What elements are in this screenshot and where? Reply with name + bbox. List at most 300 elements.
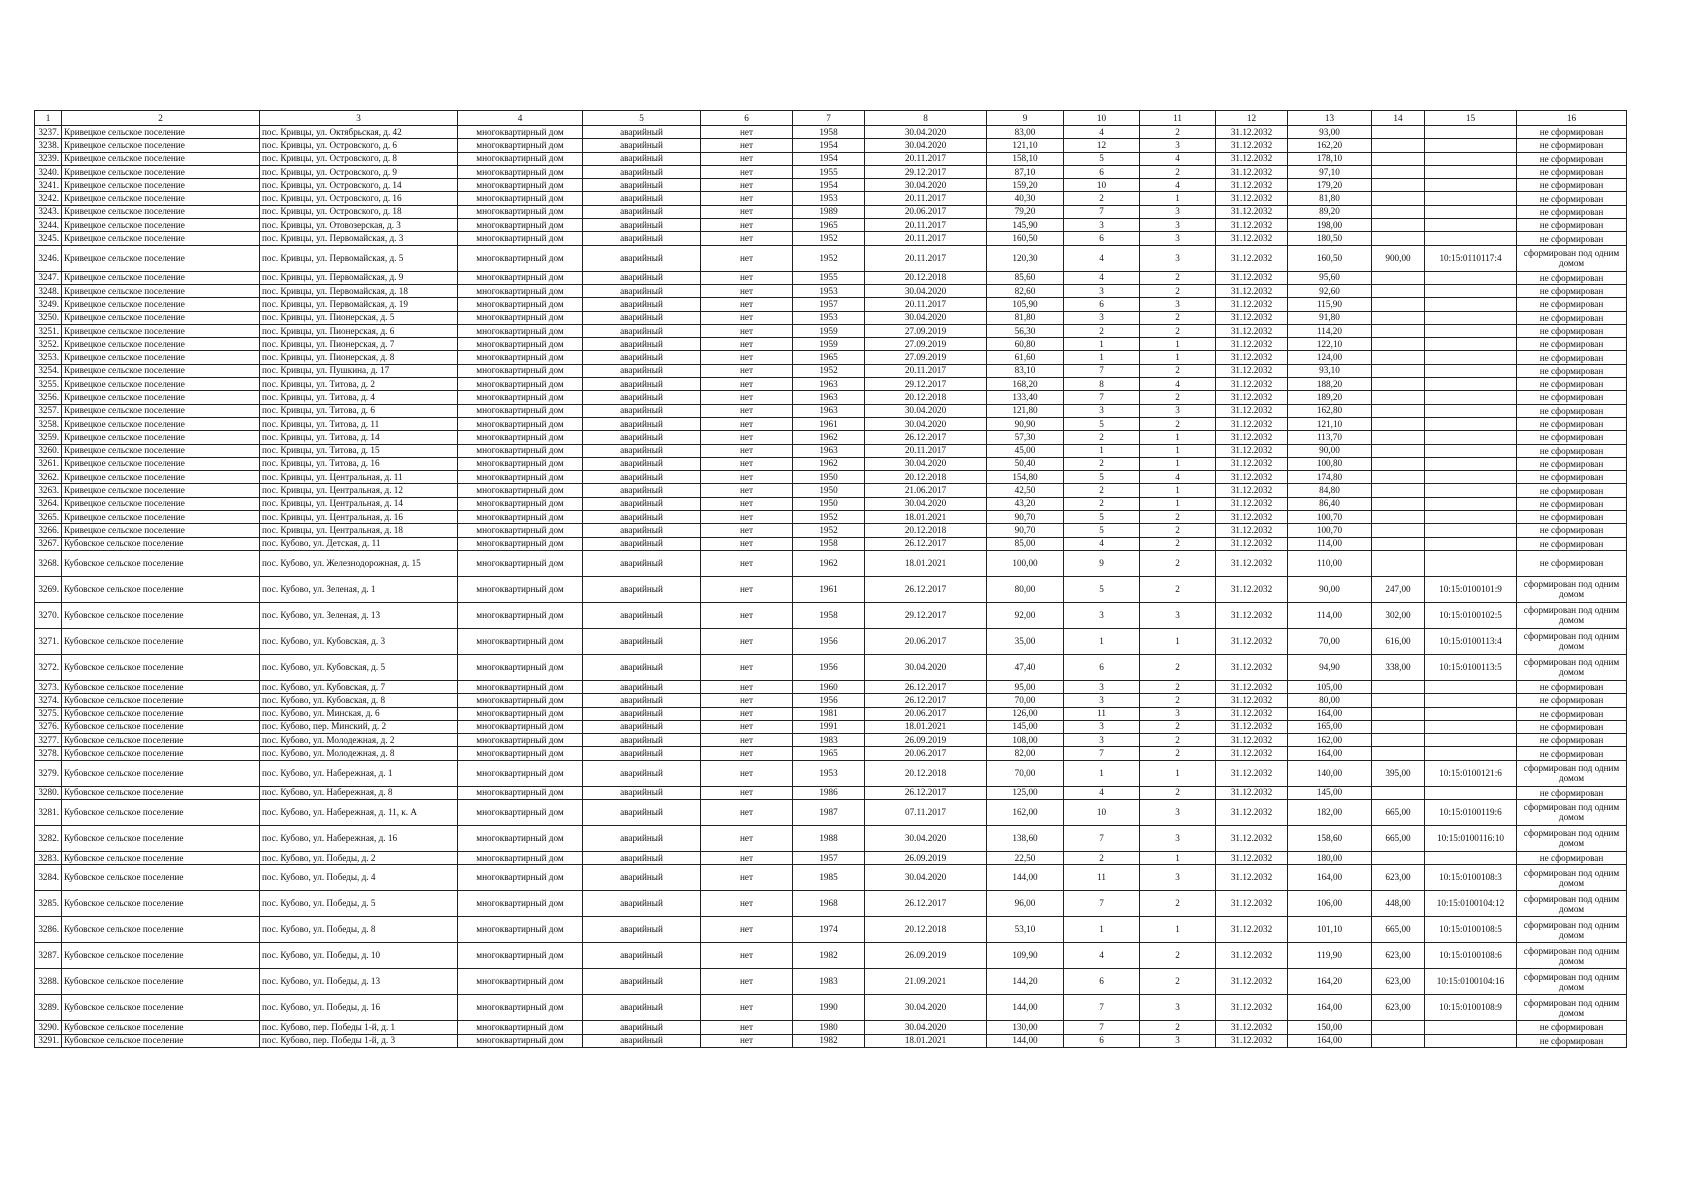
cell-residents: 1 — [1064, 338, 1140, 351]
cell-area: 85,00 — [987, 537, 1064, 550]
cell-row-number: 3268. — [35, 550, 62, 576]
cell-cadastral-number — [1425, 734, 1517, 747]
cell-land-area — [1372, 417, 1425, 430]
cell-land-status: не сформирован — [1517, 851, 1627, 864]
column-header: 3 — [260, 111, 458, 126]
cell-total-area: 119,90 — [1288, 943, 1372, 969]
cell-land-status: сформирован под одним домом — [1517, 943, 1627, 969]
cell-condition: аварийный — [583, 537, 701, 550]
cell-apartments: 1 — [1140, 351, 1216, 364]
cell-address: пос. Кривцы, ул. Первомайская, д. 9 — [260, 271, 458, 284]
table-row — [35, 786, 1627, 799]
table-row — [35, 1034, 1627, 1047]
cell-land-status: не сформирован — [1517, 707, 1627, 720]
table-row — [35, 943, 1627, 969]
cell-deadline: 31.12.2032 — [1216, 786, 1288, 799]
cell-land-status: не сформирован — [1517, 734, 1627, 747]
cell-build-year: 1952 — [793, 245, 865, 271]
cell-residents: 7 — [1064, 825, 1140, 851]
cell-cadastral-number: 10:15:0100108:6 — [1425, 943, 1517, 969]
cell-deadline: 31.12.2032 — [1216, 917, 1288, 943]
cell-area: 133,40 — [987, 391, 1064, 404]
cell-build-year: 1959 — [793, 324, 865, 337]
table-row — [35, 995, 1627, 1021]
cell-deadline: 31.12.2032 — [1216, 891, 1288, 917]
cell-apartments: 1 — [1140, 338, 1216, 351]
cell-apartments: 4 — [1140, 378, 1216, 391]
cell-condition: аварийный — [583, 891, 701, 917]
cell-deadline: 31.12.2032 — [1216, 628, 1288, 654]
cell-recognition-date: 30.04.2020 — [865, 654, 987, 680]
cell-flag: нет — [701, 747, 793, 760]
table-row — [35, 524, 1627, 537]
cell-building-type: многоквартирный дом — [458, 628, 583, 654]
cell-land-status: сформирован под одним домом — [1517, 760, 1627, 786]
cell-settlement: Кубовское сельское поселение — [62, 943, 260, 969]
cell-row-number: 3287. — [35, 943, 62, 969]
cell-condition: аварийный — [583, 917, 701, 943]
cell-flag: нет — [701, 497, 793, 510]
cell-residents: 2 — [1064, 851, 1140, 864]
cell-total-area: 164,00 — [1288, 865, 1372, 891]
cell-row-number: 3272. — [35, 654, 62, 680]
cell-area: 82,60 — [987, 284, 1064, 297]
cell-area: 125,00 — [987, 786, 1064, 799]
cell-apartments: 2 — [1140, 271, 1216, 284]
cell-condition: аварийный — [583, 457, 701, 470]
cell-residents: 12 — [1064, 139, 1140, 152]
cell-condition: аварийный — [583, 576, 701, 602]
cell-row-number: 3256. — [35, 391, 62, 404]
cell-apartments: 2 — [1140, 550, 1216, 576]
cell-apartments: 1 — [1140, 628, 1216, 654]
cell-land-area — [1372, 364, 1425, 377]
cell-deadline: 31.12.2032 — [1216, 219, 1288, 232]
cell-recognition-date: 26.12.2017 — [865, 537, 987, 550]
cell-address: пос. Кривцы, ул. Первомайская, д. 18 — [260, 284, 458, 297]
cell-total-area: 121,10 — [1288, 417, 1372, 430]
cell-build-year: 1983 — [793, 734, 865, 747]
cell-residents: 4 — [1064, 786, 1140, 799]
cell-apartments: 1 — [1140, 917, 1216, 943]
cell-settlement: Кривецкое сельское поселение — [62, 484, 260, 497]
cell-building-type: многоквартирный дом — [458, 995, 583, 1021]
cell-build-year: 1955 — [793, 165, 865, 178]
table-row — [35, 497, 1627, 510]
cell-flag: нет — [701, 865, 793, 891]
cell-cadastral-number — [1425, 351, 1517, 364]
cell-condition: аварийный — [583, 550, 701, 576]
cell-land-area — [1372, 232, 1425, 245]
cell-land-area — [1372, 391, 1425, 404]
cell-flag: нет — [701, 1034, 793, 1047]
cell-address: пос. Кубово, ул. Набережная, д. 8 — [260, 786, 458, 799]
cell-cadastral-number — [1425, 431, 1517, 444]
cell-apartments: 2 — [1140, 891, 1216, 917]
cell-settlement: Кубовское сельское поселение — [62, 851, 260, 864]
cell-recognition-date: 30.04.2020 — [865, 417, 987, 430]
cell-settlement: Кубовское сельское поселение — [62, 720, 260, 733]
cell-apartments: 3 — [1140, 1034, 1216, 1047]
cell-condition: аварийный — [583, 497, 701, 510]
cell-residents: 3 — [1064, 404, 1140, 417]
cell-land-area — [1372, 1021, 1425, 1034]
cell-building-type: многоквартирный дом — [458, 417, 583, 430]
cell-building-type: многоквартирный дом — [458, 576, 583, 602]
cell-deadline: 31.12.2032 — [1216, 245, 1288, 271]
table-row — [35, 192, 1627, 205]
cell-building-type: многоквартирный дом — [458, 471, 583, 484]
cell-apartments: 3 — [1140, 139, 1216, 152]
cell-condition: аварийный — [583, 734, 701, 747]
cell-building-type: многоквартирный дом — [458, 550, 583, 576]
column-header: 7 — [793, 111, 865, 126]
cell-deadline: 31.12.2032 — [1216, 417, 1288, 430]
cell-area: 53,10 — [987, 917, 1064, 943]
column-header: 14 — [1372, 111, 1425, 126]
cell-land-status: не сформирован — [1517, 417, 1627, 430]
cell-flag: нет — [701, 680, 793, 693]
cell-cadastral-number: 10:15:0100104:12 — [1425, 891, 1517, 917]
cell-cadastral-number: 10:15:0100108:3 — [1425, 865, 1517, 891]
cell-cadastral-number: 10:15:0100108:9 — [1425, 995, 1517, 1021]
cell-land-status: не сформирован — [1517, 511, 1627, 524]
cell-land-area — [1372, 524, 1425, 537]
cell-deadline: 31.12.2032 — [1216, 205, 1288, 218]
cell-recognition-date: 26.09.2019 — [865, 943, 987, 969]
cell-area: 105,90 — [987, 298, 1064, 311]
cell-area: 82,00 — [987, 747, 1064, 760]
column-header: 6 — [701, 111, 793, 126]
cell-flag: нет — [701, 391, 793, 404]
cell-residents: 3 — [1064, 720, 1140, 733]
cell-land-status: не сформирован — [1517, 747, 1627, 760]
cell-total-area: 114,00 — [1288, 602, 1372, 628]
cell-settlement: Кривецкое сельское поселение — [62, 139, 260, 152]
cell-build-year: 1983 — [793, 969, 865, 995]
cell-land-area: 623,00 — [1372, 969, 1425, 995]
cell-area: 160,50 — [987, 232, 1064, 245]
cell-address: пос. Кривцы, ул. Пионерская, д. 7 — [260, 338, 458, 351]
cell-residents: 5 — [1064, 511, 1140, 524]
cell-row-number: 3286. — [35, 917, 62, 943]
cell-total-area: 164,00 — [1288, 995, 1372, 1021]
cell-total-area: 164,00 — [1288, 747, 1372, 760]
cell-land-status: сформирован под одним домом — [1517, 628, 1627, 654]
cell-recognition-date: 30.04.2020 — [865, 825, 987, 851]
cell-settlement: Кривецкое сельское поселение — [62, 444, 260, 457]
cell-land-area — [1372, 126, 1425, 139]
cell-recognition-date: 20.11.2017 — [865, 192, 987, 205]
cell-area: 80,00 — [987, 576, 1064, 602]
cell-land-area — [1372, 471, 1425, 484]
cell-row-number: 3245. — [35, 232, 62, 245]
cell-deadline: 31.12.2032 — [1216, 654, 1288, 680]
cell-residents: 6 — [1064, 165, 1140, 178]
cell-settlement: Кубовское сельское поселение — [62, 747, 260, 760]
cell-condition: аварийный — [583, 694, 701, 707]
cell-address: пос. Кривцы, ул. Островского, д. 16 — [260, 192, 458, 205]
table-row — [35, 760, 1627, 786]
cell-area: 92,00 — [987, 602, 1064, 628]
cell-settlement: Кривецкое сельское поселение — [62, 378, 260, 391]
cell-settlement: Кубовское сельское поселение — [62, 799, 260, 825]
cell-settlement: Кубовское сельское поселение — [62, 734, 260, 747]
table-row — [35, 444, 1627, 457]
cell-residents: 6 — [1064, 298, 1140, 311]
table-row — [35, 338, 1627, 351]
cell-condition: аварийный — [583, 351, 701, 364]
cell-apartments: 3 — [1140, 232, 1216, 245]
cell-building-type: многоквартирный дом — [458, 524, 583, 537]
cell-area: 35,00 — [987, 628, 1064, 654]
cell-address: пос. Кубово, ул. Зеленая, д. 1 — [260, 576, 458, 602]
cell-recognition-date: 27.09.2019 — [865, 324, 987, 337]
table-row — [35, 628, 1627, 654]
cell-deadline: 31.12.2032 — [1216, 284, 1288, 297]
cell-land-status: не сформирован — [1517, 232, 1627, 245]
cell-deadline: 31.12.2032 — [1216, 139, 1288, 152]
cell-residents: 3 — [1064, 219, 1140, 232]
cell-condition: аварийный — [583, 417, 701, 430]
column-header: 11 — [1140, 111, 1216, 126]
cell-cadastral-number — [1425, 219, 1517, 232]
table-row — [35, 311, 1627, 324]
cell-land-area — [1372, 404, 1425, 417]
cell-deadline: 31.12.2032 — [1216, 720, 1288, 733]
cell-row-number: 3284. — [35, 865, 62, 891]
cell-settlement: Кривецкое сельское поселение — [62, 524, 260, 537]
cell-total-area: 164,00 — [1288, 707, 1372, 720]
cell-area: 79,20 — [987, 205, 1064, 218]
cell-recognition-date: 18.01.2021 — [865, 511, 987, 524]
cell-recognition-date: 20.06.2017 — [865, 747, 987, 760]
cell-apartments: 1 — [1140, 431, 1216, 444]
table-row — [35, 152, 1627, 165]
cell-area: 81,80 — [987, 311, 1064, 324]
cell-condition: аварийный — [583, 511, 701, 524]
table-row — [35, 205, 1627, 218]
cell-address: пос. Кривцы, ул. Островского, д. 18 — [260, 205, 458, 218]
cell-deadline: 31.12.2032 — [1216, 444, 1288, 457]
cell-address: пос. Кривцы, ул. Титова, д. 16 — [260, 457, 458, 470]
cell-build-year: 1950 — [793, 497, 865, 510]
cell-condition: аварийный — [583, 1021, 701, 1034]
column-number-row — [35, 111, 1627, 126]
cell-row-number: 3246. — [35, 245, 62, 271]
cell-row-number: 3259. — [35, 431, 62, 444]
cell-total-area: 164,20 — [1288, 969, 1372, 995]
cell-row-number: 3290. — [35, 1021, 62, 1034]
cell-building-type: многоквартирный дом — [458, 851, 583, 864]
cell-deadline: 31.12.2032 — [1216, 680, 1288, 693]
cell-residents: 1 — [1064, 444, 1140, 457]
cell-condition: аварийный — [583, 179, 701, 192]
cell-cadastral-number: 10:15:0100102:5 — [1425, 602, 1517, 628]
cell-apartments: 2 — [1140, 680, 1216, 693]
cell-apartments: 2 — [1140, 654, 1216, 680]
cell-row-number: 3249. — [35, 298, 62, 311]
cell-address: пос. Кубово, ул. Победы, д. 10 — [260, 943, 458, 969]
cell-flag: нет — [701, 351, 793, 364]
cell-row-number: 3276. — [35, 720, 62, 733]
cell-residents: 7 — [1064, 364, 1140, 377]
cell-building-type: многоквартирный дом — [458, 694, 583, 707]
cell-residents: 7 — [1064, 205, 1140, 218]
cell-address: пос. Кривцы, ул. Титова, д. 6 — [260, 404, 458, 417]
cell-flag: нет — [701, 471, 793, 484]
cell-condition: аварийный — [583, 245, 701, 271]
cell-recognition-date: 30.04.2020 — [865, 179, 987, 192]
cell-address: пос. Кривцы, ул. Островского, д. 6 — [260, 139, 458, 152]
cell-residents: 2 — [1064, 484, 1140, 497]
cell-address: пос. Кривцы, ул. Пионерская, д. 5 — [260, 311, 458, 324]
column-header: 10 — [1064, 111, 1140, 126]
cell-recognition-date: 20.11.2017 — [865, 444, 987, 457]
cell-building-type: многоквартирный дом — [458, 378, 583, 391]
cell-building-type: многоквартирный дом — [458, 404, 583, 417]
cell-residents: 4 — [1064, 126, 1140, 139]
cell-total-area: 198,00 — [1288, 219, 1372, 232]
cell-cadastral-number — [1425, 511, 1517, 524]
cell-row-number: 3289. — [35, 995, 62, 1021]
cell-build-year: 1954 — [793, 139, 865, 152]
table-row — [35, 720, 1627, 733]
cell-deadline: 31.12.2032 — [1216, 865, 1288, 891]
cell-settlement: Кубовское сельское поселение — [62, 760, 260, 786]
cell-settlement: Кубовское сельское поселение — [62, 654, 260, 680]
cell-flag: нет — [701, 205, 793, 218]
cell-row-number: 3269. — [35, 576, 62, 602]
cell-apartments: 1 — [1140, 457, 1216, 470]
cell-flag: нет — [701, 969, 793, 995]
cell-residents: 2 — [1064, 431, 1140, 444]
cell-row-number: 3263. — [35, 484, 62, 497]
cell-cadastral-number — [1425, 851, 1517, 864]
cell-cadastral-number — [1425, 364, 1517, 377]
cell-total-area: 189,20 — [1288, 391, 1372, 404]
cell-condition: аварийный — [583, 205, 701, 218]
cell-total-area: 91,80 — [1288, 311, 1372, 324]
cell-land-area — [1372, 284, 1425, 297]
cell-land-status: не сформирован — [1517, 311, 1627, 324]
cell-land-status: не сформирован — [1517, 364, 1627, 377]
table-row — [35, 391, 1627, 404]
table-row — [35, 232, 1627, 245]
cell-row-number: 3264. — [35, 497, 62, 510]
cell-address: пос. Кривцы, ул. Центральная, д. 12 — [260, 484, 458, 497]
cell-address: пос. Кубово, ул. Победы, д. 4 — [260, 865, 458, 891]
cell-condition: аварийный — [583, 628, 701, 654]
cell-land-status: не сформирован — [1517, 457, 1627, 470]
cell-residents: 7 — [1064, 891, 1140, 917]
cell-building-type: многоквартирный дом — [458, 680, 583, 693]
cell-flag: нет — [701, 524, 793, 537]
cell-condition: аварийный — [583, 786, 701, 799]
cell-settlement: Кубовское сельское поселение — [62, 680, 260, 693]
cell-building-type: многоквартирный дом — [458, 192, 583, 205]
cell-total-area: 97,10 — [1288, 165, 1372, 178]
cell-recognition-date: 20.11.2017 — [865, 152, 987, 165]
cell-deadline: 31.12.2032 — [1216, 457, 1288, 470]
cell-settlement: Кривецкое сельское поселение — [62, 324, 260, 337]
table-row — [35, 550, 1627, 576]
table-row — [35, 734, 1627, 747]
cell-building-type: многоквартирный дом — [458, 891, 583, 917]
cell-land-area — [1372, 219, 1425, 232]
cell-land-status: не сформирован — [1517, 680, 1627, 693]
cell-land-status: не сформирован — [1517, 537, 1627, 550]
cell-build-year: 1957 — [793, 298, 865, 311]
cell-row-number: 3243. — [35, 205, 62, 218]
cell-cadastral-number — [1425, 205, 1517, 218]
cell-address: пос. Кубово, ул. Победы, д. 16 — [260, 995, 458, 1021]
cell-residents: 10 — [1064, 799, 1140, 825]
cell-area: 45,00 — [987, 444, 1064, 457]
cell-building-type: многоквартирный дом — [458, 1021, 583, 1034]
cell-apartments: 2 — [1140, 747, 1216, 760]
cell-condition: аварийный — [583, 654, 701, 680]
cell-condition: аварийный — [583, 378, 701, 391]
cell-area: 83,10 — [987, 364, 1064, 377]
cell-total-area: 94,90 — [1288, 654, 1372, 680]
cell-area: 168,20 — [987, 378, 1064, 391]
cell-land-area — [1372, 734, 1425, 747]
cell-area: 95,00 — [987, 680, 1064, 693]
cell-land-status: сформирован под одним домом — [1517, 799, 1627, 825]
cell-flag: нет — [701, 943, 793, 969]
cell-settlement: Кривецкое сельское поселение — [62, 284, 260, 297]
cell-address: пос. Кривцы, ул. Пушкина, д. 17 — [260, 364, 458, 377]
cell-cadastral-number — [1425, 338, 1517, 351]
cell-deadline: 31.12.2032 — [1216, 943, 1288, 969]
cell-address: пос. Кривцы, ул. Пионерская, д. 8 — [260, 351, 458, 364]
cell-recognition-date: 30.04.2020 — [865, 865, 987, 891]
cell-settlement: Кривецкое сельское поселение — [62, 165, 260, 178]
cell-flag: нет — [701, 891, 793, 917]
cell-apartments: 2 — [1140, 694, 1216, 707]
table-row — [35, 271, 1627, 284]
cell-flag: нет — [701, 232, 793, 245]
cell-total-area: 92,60 — [1288, 284, 1372, 297]
cell-address: пос. Кубово, ул. Кубовская, д. 3 — [260, 628, 458, 654]
cell-row-number: 3281. — [35, 799, 62, 825]
cell-residents: 7 — [1064, 747, 1140, 760]
cell-flag: нет — [701, 271, 793, 284]
cell-cadastral-number — [1425, 537, 1517, 550]
cell-row-number: 3241. — [35, 179, 62, 192]
cell-condition: аварийный — [583, 391, 701, 404]
cell-cadastral-number — [1425, 417, 1517, 430]
cell-cadastral-number: 10:15:0100119:6 — [1425, 799, 1517, 825]
cell-flag: нет — [701, 537, 793, 550]
cell-flag: нет — [701, 825, 793, 851]
cell-build-year: 1950 — [793, 471, 865, 484]
cell-settlement: Кривецкое сельское поселение — [62, 271, 260, 284]
cell-row-number: 3288. — [35, 969, 62, 995]
cell-address: пос. Кривцы, ул. Октябрьская, д. 42 — [260, 126, 458, 139]
cell-land-status: не сформирован — [1517, 404, 1627, 417]
cell-deadline: 31.12.2032 — [1216, 364, 1288, 377]
cell-address: пос. Кривцы, ул. Центральная, д. 18 — [260, 524, 458, 537]
column-header: 1 — [35, 111, 62, 126]
cell-land-status: не сформирован — [1517, 205, 1627, 218]
cell-cadastral-number — [1425, 444, 1517, 457]
cell-building-type: многоквартирный дом — [458, 284, 583, 297]
cell-condition: аварийный — [583, 760, 701, 786]
cell-area: 61,60 — [987, 351, 1064, 364]
cell-build-year: 1952 — [793, 232, 865, 245]
